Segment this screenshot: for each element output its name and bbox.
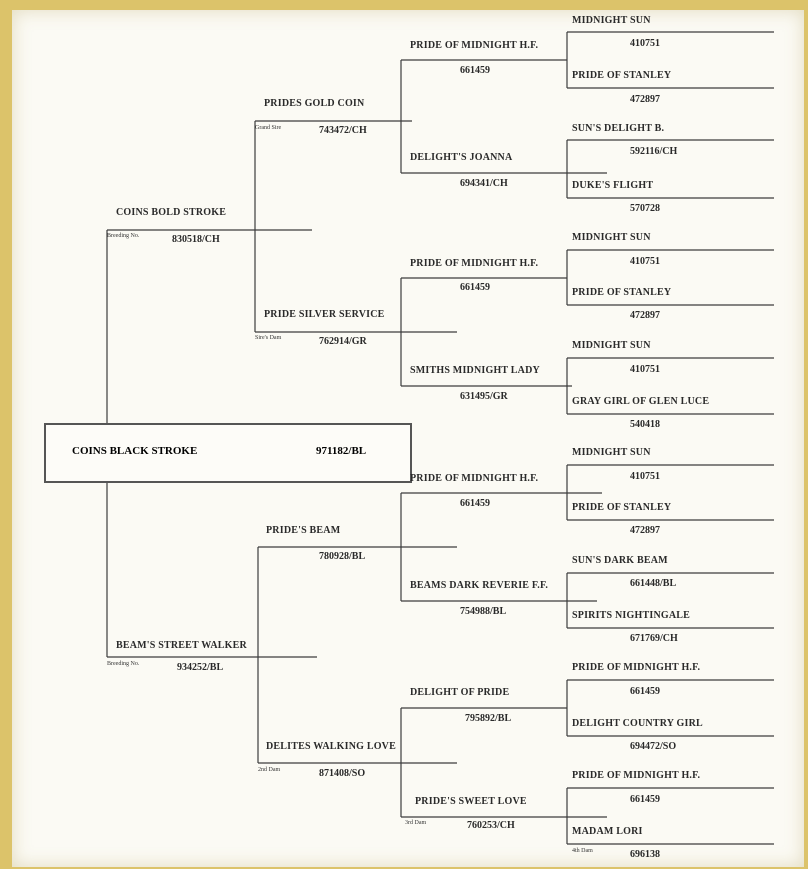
gen5-name: PRIDE OF MIDNIGHT H.F. [572,662,701,673]
gen4-name: BEAMS DARK REVERIE F.F. [410,580,549,591]
gen5-name: PRIDE OF MIDNIGHT H.F. [572,770,701,781]
gen5-name: PRIDE OF STANLEY [572,70,672,81]
gen5-reg: 472897 [630,94,660,105]
gen5-reg: 472897 [630,525,660,536]
gen4-name: PRIDE'S SWEET LOVE [415,796,527,807]
gen3-reg: 743472/CH [319,125,367,136]
gen5-name: MADAM LORI [572,826,643,837]
gen4-name: PRIDE OF MIDNIGHT H.F. [410,473,539,484]
gen5-reg: 540418 [630,419,660,430]
sire-name: COINS BOLD STROKE [116,207,227,218]
gen4-reg: 631495/GR [460,391,508,402]
gen5-name: SUN'S DARK BEAM [572,555,668,566]
gen5-name: DELIGHT COUNTRY GIRL [572,718,703,729]
subject-name: COINS BLACK STROKE [72,445,198,457]
gen5-label: 4th Dam [572,848,593,854]
gen3-reg: 762914/GR [319,336,367,347]
gen3-label: Grand Sire [255,125,282,131]
subject-box [44,423,412,483]
gen5-name: MIDNIGHT SUN [572,447,651,458]
gen5-reg: 410751 [630,256,660,267]
gen4-reg: 760253/CH [467,820,515,831]
gen5-reg: 696138 [630,849,660,860]
gen5-name: MIDNIGHT SUN [572,15,651,26]
gen5-reg: 410751 [630,38,660,49]
gen5-reg: 671769/CH [630,633,678,644]
gen4-name: PRIDE OF MIDNIGHT H.F. [410,40,539,51]
gen5-reg: 410751 [630,364,660,375]
gen3-label: Sire's Dam [255,335,282,341]
dam-label: Breeding No. [107,661,140,667]
gen5-name: SUN'S DELIGHT B. [572,123,665,134]
gen5-name: DUKE'S FLIGHT [572,180,654,191]
gen5-reg: 661459 [630,686,660,697]
dam-reg: 934252/BL [177,662,224,673]
gen5-name: PRIDE OF STANLEY [572,287,672,298]
gen5-name: SPIRITS NIGHTINGALE [572,610,690,621]
gen5-reg: 472897 [630,310,660,321]
gen4-reg: 661459 [460,65,490,76]
gen5-name: MIDNIGHT SUN [572,232,651,243]
gen4-label: 3rd Dam [405,820,427,826]
gen5-reg: 694472/SO [630,741,677,752]
gen4-name: DELIGHT'S JOANNA [410,152,513,163]
gen4-reg: 694341/CH [460,178,508,189]
sire-label: Breeding No. [107,233,140,239]
gen3-label: 2nd Dam [258,767,281,773]
gen4-reg: 795892/BL [465,713,512,724]
gen3-reg: 871408/SO [319,768,366,779]
gen3-name: PRIDE'S BEAM [266,525,341,536]
sire-reg: 830518/CH [172,234,220,245]
pedigree-sheet [12,10,804,867]
gen3-name: DELITES WALKING LOVE [266,741,396,752]
gen4-reg: 754988/BL [460,606,507,617]
gen5-name: GRAY GIRL OF GLEN LUCE [572,396,710,407]
gen4-reg: 661459 [460,282,490,293]
gen5-name: PRIDE OF STANLEY [572,502,672,513]
gen5-reg: 661448/BL [630,578,677,589]
dam-name: BEAM'S STREET WALKER [116,640,247,651]
gen5-reg: 410751 [630,471,660,482]
gen4-name: DELIGHT OF PRIDE [410,687,510,698]
gen5-reg: 661459 [630,794,660,805]
gen4-name: PRIDE OF MIDNIGHT H.F. [410,258,539,269]
gen4-name: SMITHS MIDNIGHT LADY [410,365,540,376]
gen4-reg: 661459 [460,498,490,509]
gen3-reg: 780928/BL [319,551,366,562]
gen5-reg: 592116/CH [630,146,678,157]
gen3-name: PRIDE SILVER SERVICE [264,309,385,320]
gen5-name: MIDNIGHT SUN [572,340,651,351]
subject-reg: 971182/BL [316,445,367,457]
gen5-reg: 570728 [630,203,660,214]
gen3-name: PRIDES GOLD COIN [264,98,365,109]
